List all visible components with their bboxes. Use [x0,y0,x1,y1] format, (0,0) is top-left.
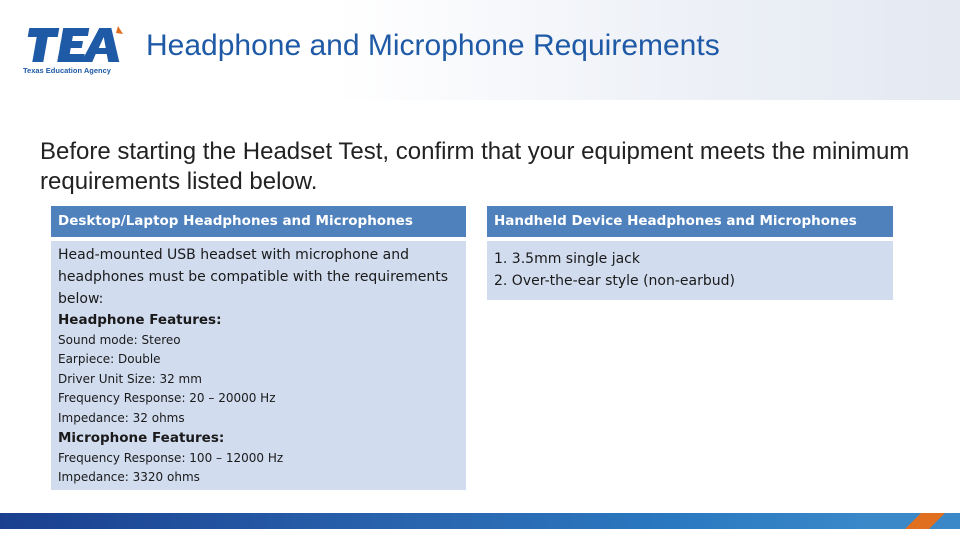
spec-item: Frequency Response: 20 – 20000 Hz [58,391,276,406]
headphone-features-heading: Headphone Features: [58,312,222,328]
tea-logo [22,24,134,76]
desktop-column [51,206,466,490]
intro-text: Before starting the Headset Test, confirm that your equipment meets the minimum requirements listed below. [40,138,910,195]
desktop-intro: Head-mounted USB headset with microphone and headphones must be compatible with the requirements below: [58,247,449,307]
handheld-column-header: Handheld Device Headphones and Microphones [487,206,893,237]
spec-item: Driver Unit Size: 32 mm [58,371,202,386]
logo-subtitle: Texas Education Agency [23,66,111,75]
microphone-spec-list [58,449,459,488]
spec-item: Earpiece: Double [58,352,161,367]
spec-item: Frequency Response: 100 – 12000 Hz [58,451,284,466]
handheld-column [487,206,893,300]
handheld-column-body [487,241,893,300]
handheld-item: 2. Over-the-ear style (non-earbud) [494,273,735,289]
spec-item: Impedance: 32 ohms [58,410,185,425]
footer-bar [0,513,960,529]
spec-item: Impedance: 3320 ohms [58,470,200,485]
desktop-column-body [51,241,466,490]
slide-header [0,0,960,100]
handheld-item: 1. 3.5mm single jack [494,251,640,267]
spec-item: Sound mode: Stereo [58,333,181,347]
desktop-column-header: Desktop/Laptop Headphones and Microphones [51,206,466,237]
microphone-features-heading: Microphone Features: [58,430,225,447]
page-title: Headphone and Microphone Requirements [146,29,720,62]
tea-logo-mark [22,24,134,68]
headphone-spec-list [58,331,459,428]
